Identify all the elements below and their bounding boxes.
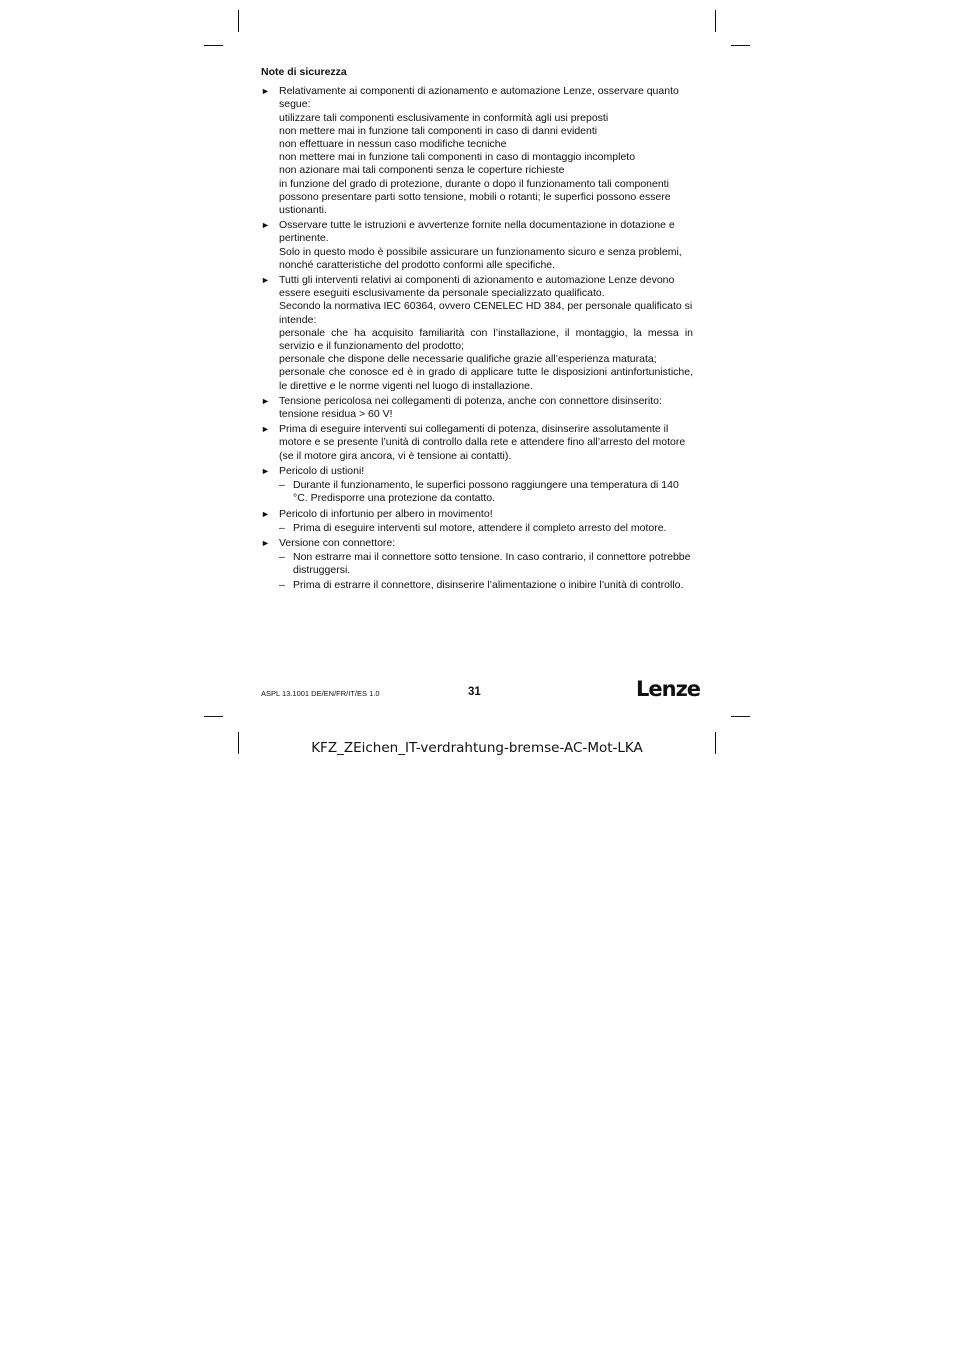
bullet-text: personale che conosce ed è in grado di applicare tutte le disposizioni antinfortunistiche, le direttive e le norme vigenti nel luogo di installazione. <box>279 366 693 392</box>
crop-mark <box>204 45 223 46</box>
bullet-text: Pericolo di ustioni! <box>279 464 365 477</box>
crop-mark <box>238 10 239 32</box>
bullet-item <box>261 465 693 506</box>
bullet-text: Osservare tutte le istruzioni e avvertenze fornite nella documentazione in dotazione e pertinente. <box>279 219 675 245</box>
bullet-arrow-icon: ► <box>261 86 270 97</box>
bullet-item <box>261 508 693 535</box>
bullet-text: Tutti gli interventi relativi ai componenti di azionamento e automazione Lenze devono essere eseguiti esclusivamente da personale specializzato qualificato. <box>279 274 675 300</box>
bullet-text: Solo in questo modo è possibile assicurare un funzionamento sicuro e senza problemi, nonché caratteristiche del prodotto conformi alle specifiche. <box>279 245 682 271</box>
bullet-text: personale che dispone delle necessarie qualifiche grazie all’esperienza maturata; <box>279 353 657 366</box>
bullet-text: Tensione pericolosa nei collegamenti di potenza, anche con connettore disinserito: tensione residua > 60 V! <box>279 394 662 421</box>
document-id: KFZ_ZEichen_IT-verdrahtung-bremse-AC-Mot-LKA <box>311 740 643 756</box>
doc-code: ASPL 13.1001 DE/EN/FR/IT/ES 1.0 <box>261 689 380 698</box>
bullet-arrow-icon: ► <box>261 275 270 286</box>
bullet-arrow-icon: ► <box>261 220 270 231</box>
bullet-item <box>261 85 693 217</box>
sub-item-text: Non estrarre mai il connettore sotto tensione. In caso contrario, il connettore potrebbe distruggersi. <box>293 551 691 577</box>
bullet-arrow-icon: ► <box>261 508 270 519</box>
bullet-item <box>261 423 693 463</box>
dash-icon: – <box>279 551 285 564</box>
dash-icon: – <box>279 479 285 492</box>
crop-mark <box>731 45 750 46</box>
crop-mark <box>204 716 223 717</box>
crop-mark <box>715 10 716 32</box>
sub-item <box>279 579 693 592</box>
safety-notes <box>261 66 693 594</box>
bullet-arrow-icon: ► <box>261 537 270 548</box>
bullet-text: Relativamente ai componenti di azionamento e automazione Lenze, osservare quanto segue: <box>279 85 679 111</box>
sub-item <box>279 479 693 505</box>
bullet-text: personale che ha acquisito familiarità con l’installazione, il montaggio, la messa in servizio e il funzionamento del prodotto; <box>279 326 693 353</box>
bullet-text: non azionare mai tali componenti senza le coperture richieste <box>279 164 565 177</box>
bullet-item <box>261 274 693 393</box>
bullet-list <box>261 85 693 592</box>
bullet-item <box>261 395 693 421</box>
bullet-text: non effettuare in nessun caso modifiche tecniche <box>279 138 507 151</box>
bullet-text: utilizzare tali componenti esclusivamente in conformità agli usi preposti <box>279 111 609 124</box>
bullet-text: Prima di eseguire interventi sui collegamenti di potenza, disinserire assolutamente il motore e se presente l’unità di controllo dalla rete e attendere fino all’arresto del motore (se il motore gira ancora, vi è tensione ai contatti). <box>279 423 686 462</box>
section-title: Note di sicurezza <box>261 66 347 78</box>
bullet-arrow-icon: ► <box>261 465 270 476</box>
bullet-text: non mettere mai in funzione tali componenti in caso di montaggio incompleto <box>279 151 636 164</box>
bullet-text: non mettere mai in funzione tali componenti in caso di danni evidenti <box>279 124 598 137</box>
dash-icon: – <box>279 578 285 591</box>
sub-item <box>279 551 693 577</box>
sub-item-text: Durante il funzionamento, le superfici possono raggiungere una temperatura di 140 °C. Predisporre una protezione da contatto. <box>293 479 679 505</box>
bullet-arrow-icon: ► <box>261 424 270 435</box>
bullet-text: in funzione del grado di protezione, durante o dopo il funzionamento tali componenti possono presentare parti sotto tensione, mobili o rotanti; le superfici possono essere ustionanti. <box>279 177 671 217</box>
sub-item-text: Prima di eseguire interventi sul motore, attendere il completo arresto del motore. <box>293 521 667 534</box>
sub-item <box>279 522 693 535</box>
bullet-text: Pericolo di infortunio per albero in movimento! <box>279 507 493 520</box>
bullet-item <box>261 537 693 592</box>
lenze-logo: Lenze <box>636 677 701 701</box>
dash-icon: – <box>279 521 285 534</box>
crop-mark <box>731 716 750 717</box>
bullet-arrow-icon: ► <box>261 395 270 406</box>
sub-item-text: Prima di estrarre il connettore, disinserire l’alimentazione o inibire l’unità di controllo. <box>293 578 684 591</box>
page-number: 31 <box>468 686 481 698</box>
bullet-text: Secondo la normativa IEC 60364, ovvero CENELEC HD 384, per personale qualificato si intende: <box>279 300 693 326</box>
bullet-item <box>261 219 693 272</box>
bullet-text: Versione con connettore: <box>279 536 396 549</box>
